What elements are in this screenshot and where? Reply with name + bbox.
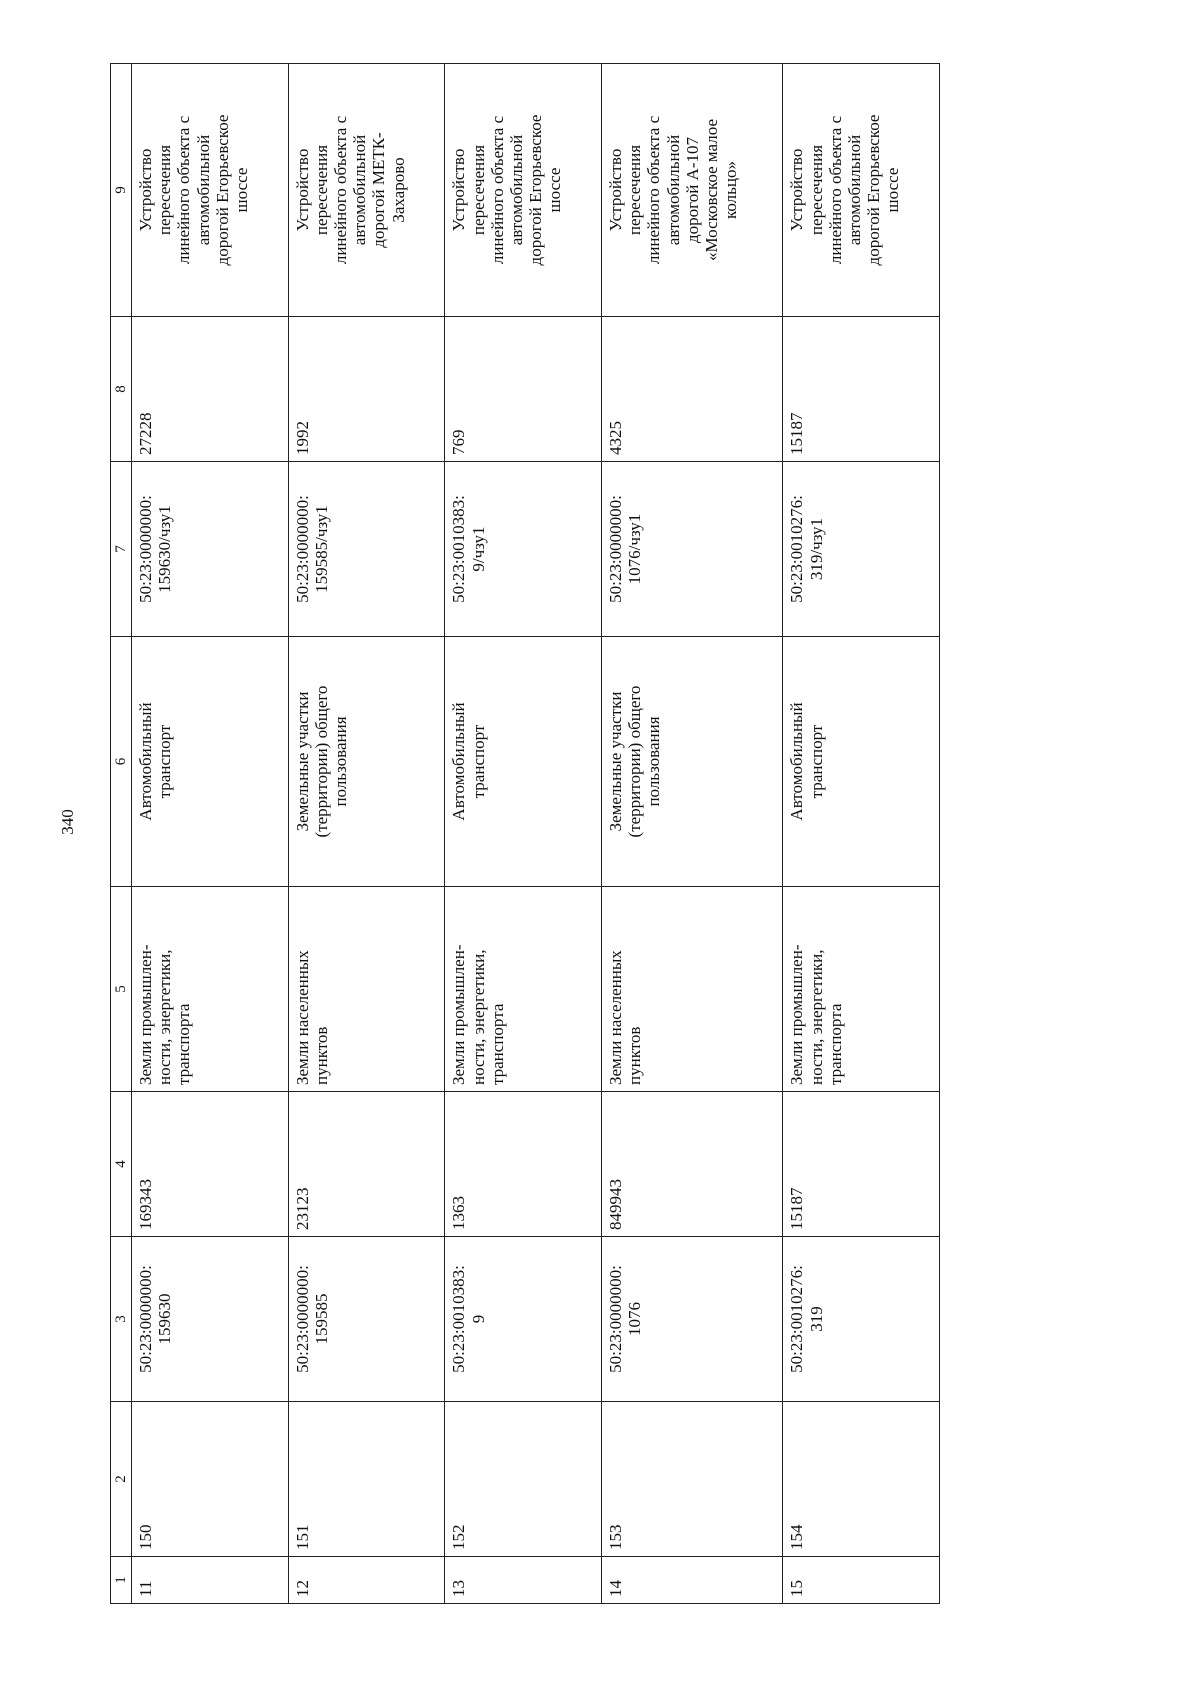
- header-row: [111, 64, 132, 1604]
- land-plots-table: [110, 63, 940, 1604]
- position-number-cell: 152: [445, 1402, 602, 1557]
- sub-plot-number-cell: 50:23:0000000: 1076/чзу1: [602, 462, 783, 637]
- land-category-cell: Земли промышлен- ности, энергетики, транспорта: [783, 887, 940, 1092]
- table-row: [288, 64, 445, 1604]
- land-category-cell: Земли промышлен- ности, энергетики, транспорта: [132, 887, 289, 1092]
- land-category-cell: Земли населенных пунктов: [288, 887, 445, 1092]
- plot-area-cell: 15187: [783, 1092, 940, 1237]
- table-row: [783, 64, 940, 1604]
- cadastral-number-cell: 50:23:0010276: 319: [783, 1237, 940, 1402]
- plot-area-cell: 23123: [288, 1092, 445, 1237]
- land-category-cell: Земли промышлен- ности, энергетики, транспорта: [445, 887, 602, 1092]
- sub-plot-number-cell: 50:23:0010276: 319/чзу1: [783, 462, 940, 637]
- sub-plot-area-cell: 769: [445, 317, 602, 462]
- plot-area-cell: 849943: [602, 1092, 783, 1237]
- cadastral-number-cell: 50:23:0010383: 9: [445, 1237, 602, 1402]
- header-cell: 3: [111, 1237, 132, 1402]
- position-number-cell: 153: [602, 1402, 783, 1557]
- header-cell: 5: [111, 887, 132, 1092]
- table-row: [445, 64, 602, 1604]
- header-cell: 8: [111, 317, 132, 462]
- purpose-cell: Устройство пересечения линейного объекта с автомобильной дорогой А-107 «Московское малое кольцо»: [602, 64, 783, 317]
- permitted-use-cell: Земельные участки (территории) общего пользования: [288, 637, 445, 887]
- sub-plot-number-cell: 50:23:0000000: 159585/чзу1: [288, 462, 445, 637]
- cadastral-number-cell: 50:23:0000000: 159585: [288, 1237, 445, 1402]
- header-cell: 6: [111, 637, 132, 887]
- cadastral-number-cell: 50:23:0000000: 159630: [132, 1237, 289, 1402]
- purpose-cell: Устройство пересечения линейного объекта с автомобильной дорогой Егорьевское шоссе: [132, 64, 289, 317]
- cadastral-number-cell: 50:23:0000000: 1076: [602, 1237, 783, 1402]
- header-cell: 1: [111, 1557, 132, 1604]
- header-cell: 9: [111, 64, 132, 317]
- plot-area-cell: 1363: [445, 1092, 602, 1237]
- permitted-use-cell: Автомобильный транспорт: [132, 637, 289, 887]
- row-number-cell: 15: [783, 1557, 940, 1604]
- purpose-cell: Устройство пересечения линейного объекта с автомобильной дорогой МЕТК- Захарово: [288, 64, 445, 317]
- sub-plot-number-cell: 50:23:0000000: 159630/чзу1: [132, 462, 289, 637]
- header-cell: 4: [111, 1092, 132, 1237]
- row-number-cell: 11: [132, 1557, 289, 1604]
- sub-plot-number-cell: 50:23:0010383: 9/чзу1: [445, 462, 602, 637]
- permitted-use-cell: Автомобильный транспорт: [783, 637, 940, 887]
- row-number-cell: 14: [602, 1557, 783, 1604]
- row-number-cell: 13: [445, 1557, 602, 1604]
- land-category-cell: Земли населенных пунктов: [602, 887, 783, 1092]
- sub-plot-area-cell: 1992: [288, 317, 445, 462]
- sub-plot-area-cell: 4325: [602, 317, 783, 462]
- table-row: [132, 64, 289, 1604]
- plot-area-cell: 169343: [132, 1092, 289, 1237]
- permitted-use-cell: Земельные участки (территории) общего пользования: [602, 637, 783, 887]
- row-number-cell: 12: [288, 1557, 445, 1604]
- header-cell: 2: [111, 1402, 132, 1557]
- purpose-cell: Устройство пересечения линейного объекта с автомобильной дорогой Егорьевское шоссе: [783, 64, 940, 317]
- purpose-cell: Устройство пересечения линейного объекта с автомобильной дорогой Егорьевское шоссе: [445, 64, 602, 317]
- table-row: [602, 64, 783, 1604]
- permitted-use-cell: Автомобильный транспорт: [445, 637, 602, 887]
- table-body: [111, 64, 940, 1604]
- position-number-cell: 150: [132, 1402, 289, 1557]
- sub-plot-area-cell: 27228: [132, 317, 289, 462]
- position-number-cell: 154: [783, 1402, 940, 1557]
- sub-plot-area-cell: 15187: [783, 317, 940, 462]
- page-number: 340: [58, 809, 77, 835]
- position-number-cell: 151: [288, 1402, 445, 1557]
- header-cell: 7: [111, 462, 132, 637]
- table-frame: [110, 64, 940, 1604]
